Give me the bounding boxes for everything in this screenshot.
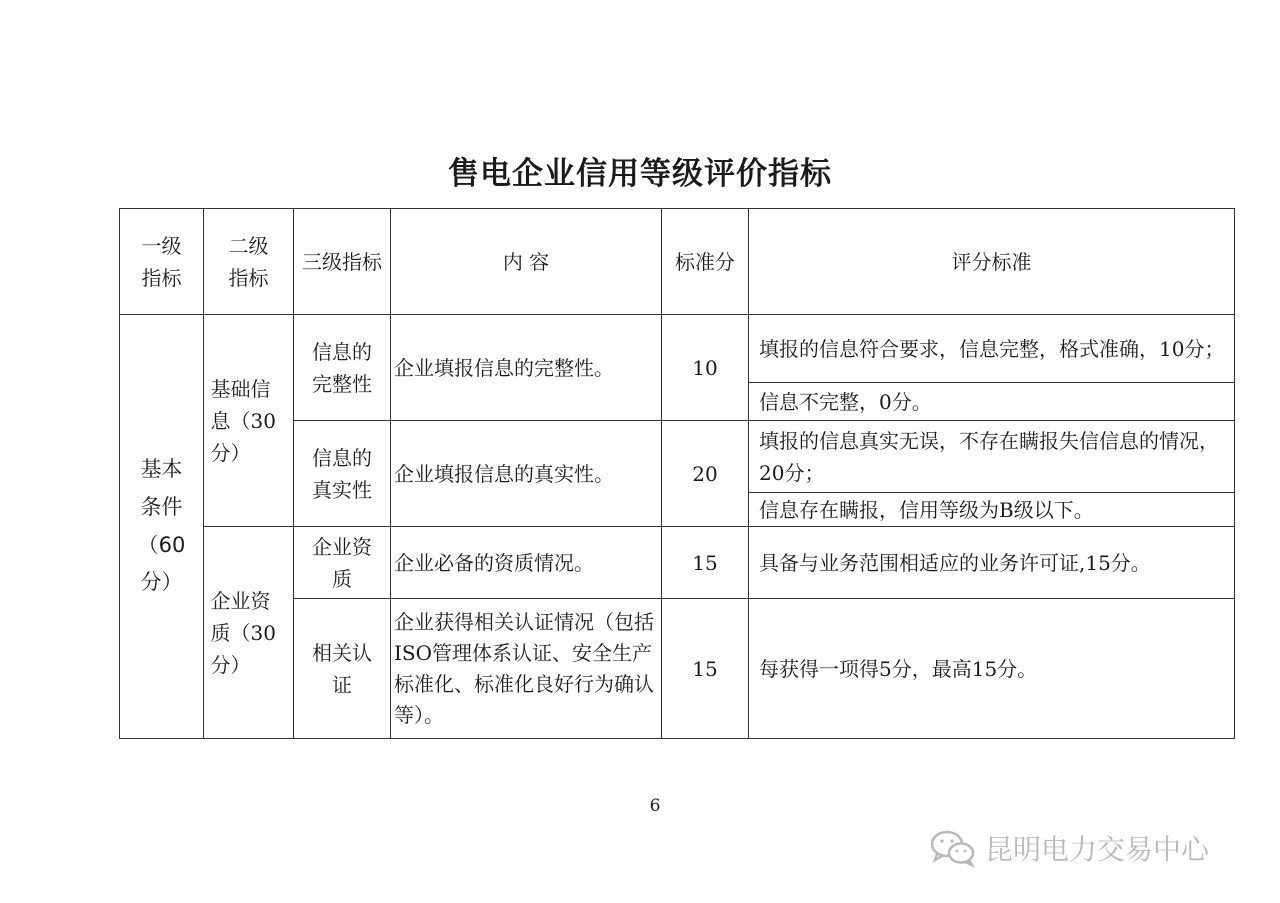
document-title: 售电企业信用等级评价指标 xyxy=(448,156,832,192)
criteria-cell: 填报的信息符合要求，信息完整，格式准确，10分； xyxy=(749,315,1235,383)
level1-cell: 基本条件（60分） xyxy=(120,315,204,739)
table-row xyxy=(120,315,1235,383)
level3-cell: 信息的完整性 xyxy=(294,315,391,421)
criteria-cell: 具备与业务范围相适应的业务许可证,15分。 xyxy=(749,527,1235,599)
watermark xyxy=(929,826,1209,870)
criteria-cell: 信息存在瞒报，信用等级为B级以下。 xyxy=(749,493,1235,527)
level3-cell: 信息的真实性 xyxy=(294,421,391,527)
evaluation-table xyxy=(119,208,1235,739)
table-row xyxy=(120,527,1235,599)
score-cell: 15 xyxy=(662,599,749,739)
level2-cell-basic-info: 基础信息（30分） xyxy=(204,315,294,527)
header-row xyxy=(120,209,1235,315)
header-level2: 二级指标 xyxy=(204,209,294,315)
score-cell: 15 xyxy=(662,527,749,599)
wechat-icon xyxy=(929,828,977,868)
header-criteria: 评分标准 xyxy=(749,209,1235,315)
content-cell: 企业填报信息的真实性。 xyxy=(391,421,662,527)
criteria-cell: 填报的信息真实无误，不存在瞒报失信信息的情况，20分； xyxy=(749,421,1235,493)
header-level1: 一级指标 xyxy=(120,209,204,315)
criteria-cell: 信息不完整，0分。 xyxy=(749,383,1235,421)
content-cell: 企业必备的资质情况。 xyxy=(391,527,662,599)
header-score: 标准分 xyxy=(662,209,749,315)
header-level3: 三级指标 xyxy=(294,209,391,315)
level3-cell: 企业资质 xyxy=(294,527,391,599)
content-cell: 企业获得相关认证情况（包括ISO管理体系认证、安全生产标准化、标准化良好行为确认等）。 xyxy=(391,599,662,739)
level3-cell: 相关认证 xyxy=(294,599,391,739)
page-number: 6 xyxy=(649,796,661,816)
watermark-text: 昆明电力交易中心 xyxy=(985,833,1210,866)
content-cell: 企业填报信息的完整性。 xyxy=(391,315,662,421)
score-cell: 20 xyxy=(662,421,749,527)
level2-cell-qualification: 企业资质（30分） xyxy=(204,527,294,739)
header-content: 内 容 xyxy=(391,209,662,315)
criteria-cell: 每获得一项得5分，最高15分。 xyxy=(749,599,1235,739)
score-cell: 10 xyxy=(662,315,749,421)
